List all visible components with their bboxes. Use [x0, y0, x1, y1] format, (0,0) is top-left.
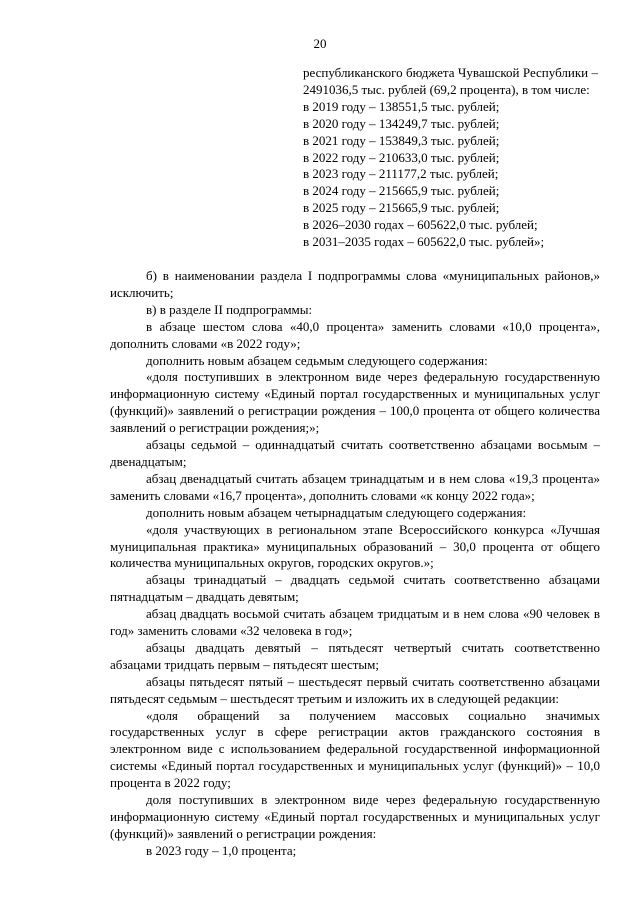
body-paragraph: в) в разделе II подпрограммы: [146, 301, 313, 317]
budget-year-line: в 2024 году – 215665,9 тыс. рублей; [303, 183, 500, 199]
body-paragraph: абзацы двадцать девятый – пятьдесят четвертый считать соответственно абзацами тридцать первым – пятьдесят шестым; [110, 639, 600, 672]
body-paragraph: абзац двенадцатый считать абзацем тринадцатым и в нем слова «19,3 процента» заменить словами «16,7 процента», дополнить словами «к концу 2022 года»; [110, 470, 600, 503]
document-body [110, 268, 600, 860]
body-paragraph: «доля участвующих в региональном этапе Всероссийского конкурса «Лучшая муниципальная практика» муниципальных образований – 30,0 процента от общего количества муниципальных округов, городских округов.»; [110, 521, 600, 571]
body-paragraph: абзац двадцать восьмой считать абзацем тридцатым и в нем слова «90 человек в год» заменить словами «32 человека в год»; [110, 606, 600, 639]
budget-year-line: в 2021 году – 153849,3 тыс. рублей; [303, 132, 500, 148]
body-paragraph: абзацы пятьдесят пятый – шестьдесят первый считать соответственно абзацами пятьдесят седьмым – шестьдесят третьим и изложить их в следующей редакции: [110, 673, 600, 706]
page-number: 20 [313, 36, 327, 51]
body-paragraph: абзацы тринадцатый – двадцать седьмой считать соответственно абзацами пятнадцатым – двадцать девятым; [110, 572, 600, 605]
body-paragraph: доля поступивших в электронном виде через федеральную государственную информационную систему «Единый портал государственных и муниципальных услуг (функций)» заявлений о регистрации рождения: [110, 792, 600, 841]
budget-year-line: в 2025 году – 215665,9 тыс. рублей; [303, 200, 500, 216]
budget-year-line: в 2019 году – 138551,5 тыс. рублей; [303, 98, 500, 114]
budget-intro: республиканского бюджета Чувашской Республики – 2491036,5 тыс. рублей (69,2 процента), в том числе: [303, 65, 598, 97]
budget-block [303, 65, 598, 251]
budget-year-line: в 2026–2030 годах – 605622,0 тыс. рублей; [303, 217, 538, 233]
body-paragraph: в 2023 году – 1,0 процента; [146, 842, 297, 858]
body-paragraph: в абзаце шестом слова «40,0 процента» заменить словами «10,0 процента», дополнить словами «в 2022 году»; [110, 318, 600, 351]
budget-year-line: в 2023 году – 211177,2 тыс. рублей; [303, 166, 499, 182]
budget-year-line: в 2022 году – 210633,0 тыс. рублей; [303, 149, 500, 165]
budget-year-line: в 2031–2035 годах – 605622,0 тыс. рублей»; [303, 234, 545, 250]
body-paragraph: дополнить новым абзацем седьмым следующего содержания: [146, 352, 488, 368]
body-paragraph: б) в наименовании раздела I подпрограммы слова «муниципальных районов,» исключить; [110, 268, 600, 300]
body-paragraph: абзацы седьмой – одиннадцатый считать соответственно абзацами восьмым – двенадцатым; [110, 437, 600, 469]
body-paragraph: «доля поступивших в электронном виде через федеральную государственную информационную систему «Единый портал государственных и муниципальных услуг (функций)» заявлений о регистрации рождения – 100,0 процента от общего количества заявлений о регистрации рождения;»; [110, 369, 600, 436]
body-paragraph: дополнить новым абзацем четырнадцатым следующего содержания: [146, 504, 527, 520]
body-paragraph: «доля обращений за получением массовых социально значимых государственных услуг в сфере регистрации актов гражданского состояния в электронном виде с использованием федеральной государственной информационной системы «Единый портал государственных и муниципальных услуг (функций)» – 10,0 процента в 2022 году; [110, 707, 600, 791]
budget-year-line: в 2020 году – 134249,7 тыс. рублей; [303, 115, 500, 131]
